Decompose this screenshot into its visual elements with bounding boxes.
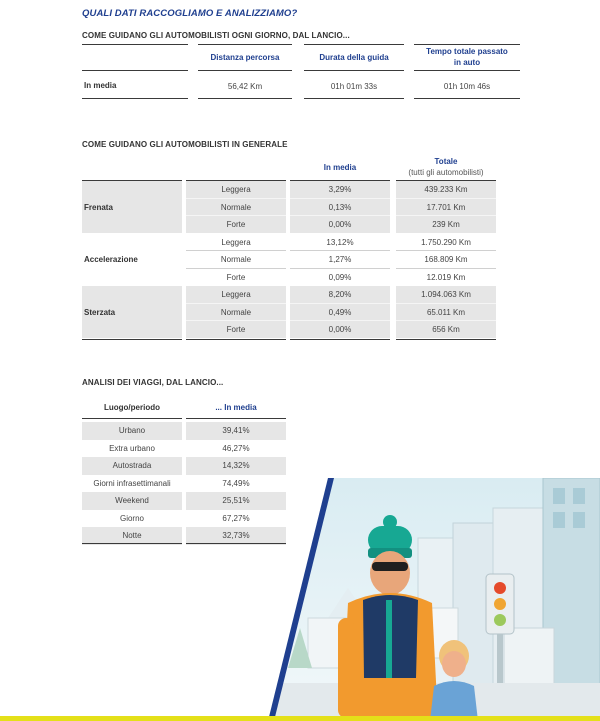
group-label-frenata: Frenata xyxy=(84,203,113,212)
level-cell: Normale xyxy=(220,203,252,212)
daily-bottom-rule xyxy=(82,98,188,99)
totale-cell: 65.011 Km xyxy=(426,308,466,317)
trips-place-cell: Giorni infrasettimanali xyxy=(93,478,171,488)
trips-media-cell: 74,49% xyxy=(222,478,250,488)
row-separator xyxy=(290,250,390,251)
trips-place-cell: Giorno xyxy=(119,513,144,523)
daily-mid-rule xyxy=(414,70,520,71)
trips-media-cell: 14,32% xyxy=(222,461,250,470)
general-header-totale xyxy=(396,156,496,178)
trips-section-title: ANALISI DEI VIAGGI, DAL LANCIO... xyxy=(82,378,224,387)
trips-media-cell: 67,27% xyxy=(222,513,250,523)
level-cell: Normale xyxy=(220,308,252,317)
daily-value-total-time: 01h 10m 46s xyxy=(443,82,491,91)
row-separator xyxy=(186,215,286,216)
general-header-media: In media xyxy=(323,163,357,172)
totale-cell: 439.233 Km xyxy=(424,185,468,194)
trips-place-cell: Autostrada xyxy=(112,461,152,470)
media-cell: 8,20% xyxy=(328,290,352,299)
level-cell: Leggera xyxy=(221,185,251,194)
totale-cell: 1.750.290 Km xyxy=(421,238,471,247)
row-separator xyxy=(186,320,286,321)
daily-top-rule xyxy=(82,44,188,45)
trips-media-cell: 39,41% xyxy=(222,426,250,435)
trips-media-cell: 46,27% xyxy=(222,443,250,453)
row-separator xyxy=(396,303,496,304)
trips-place-cell: Urbano xyxy=(118,426,146,435)
row-separator xyxy=(186,268,286,269)
media-cell: 3,29% xyxy=(328,185,352,194)
daily-mid-rule xyxy=(82,70,188,71)
media-cell: 1,27% xyxy=(328,255,352,264)
daily-header-total-time-line1: Tempo totale passato xyxy=(426,47,508,56)
totale-cell: 239 Km xyxy=(432,220,460,229)
daily-mid-rule xyxy=(198,70,292,71)
daily-bottom-rule xyxy=(304,98,404,99)
trips-top-rule xyxy=(82,418,182,419)
trips-header-media: ... In media xyxy=(215,403,257,412)
daily-header-distance: Distanza percorsa xyxy=(210,53,280,62)
media-cell: 0,09% xyxy=(328,273,352,282)
daily-bottom-rule xyxy=(414,98,520,99)
row-separator xyxy=(186,250,286,251)
level-cell: Forte xyxy=(226,273,246,282)
media-cell: 0,49% xyxy=(328,308,352,317)
daily-top-rule xyxy=(414,44,520,45)
level-cell: Leggera xyxy=(221,290,251,299)
row-separator xyxy=(290,320,390,321)
row-separator xyxy=(290,215,390,216)
row-separator xyxy=(290,303,390,304)
row-separator xyxy=(290,268,390,269)
city-illustration xyxy=(268,478,600,721)
trips-header-place: Luogo/periodo xyxy=(104,403,160,412)
general-header-totale-label: Totale xyxy=(434,157,458,166)
level-cell: Forte xyxy=(226,325,246,334)
media-cell: 0,13% xyxy=(328,203,352,212)
daily-top-rule xyxy=(198,44,292,45)
general-bottom-rule xyxy=(290,339,390,340)
page-heading: QUALI DATI RACCOGLIAMO E ANALIZZIAMO? xyxy=(82,8,298,19)
totale-cell: 656 Km xyxy=(432,325,460,334)
daily-section-title: COME GUIDANO GLI AUTOMOBILISTI OGNI GIORNO, DAL LANCIO... xyxy=(82,31,350,40)
media-cell: 0,00% xyxy=(328,325,352,334)
level-cell: Forte xyxy=(226,220,246,229)
level-cell: Leggera xyxy=(221,238,251,247)
daily-top-rule xyxy=(304,44,404,45)
daily-header-total-time xyxy=(414,46,520,68)
daily-value-duration: 01h 01m 33s xyxy=(330,82,378,91)
row-separator xyxy=(186,303,286,304)
row-separator xyxy=(396,250,496,251)
general-section-title: COME GUIDANO GLI AUTOMOBILISTI IN GENERALE xyxy=(82,140,288,149)
row-separator xyxy=(396,198,496,199)
trips-place-cell: Weekend xyxy=(115,496,149,505)
row-separator xyxy=(396,215,496,216)
trips-place-cell: Extra urbano xyxy=(109,443,155,453)
row-separator xyxy=(186,198,286,199)
media-cell: 0,00% xyxy=(328,220,352,229)
trips-top-rule xyxy=(186,418,286,419)
row-separator xyxy=(396,320,496,321)
totale-cell: 12.019 Km xyxy=(426,273,466,282)
trips-bottom-rule xyxy=(82,543,182,544)
daily-value-distance: 56,42 Km xyxy=(227,82,263,91)
daily-bottom-rule xyxy=(198,98,292,99)
bottom-accent-bar xyxy=(0,716,600,721)
totale-cell: 17.701 Km xyxy=(426,203,466,212)
trips-media-cell: 32,73% xyxy=(222,531,250,540)
group-label-sterzata: Sterzata xyxy=(84,308,116,317)
general-bottom-rule xyxy=(396,339,496,340)
general-bottom-rule xyxy=(82,339,182,340)
daily-row-label: In media xyxy=(84,81,117,90)
daily-mid-rule xyxy=(304,70,404,71)
group-label-accelerazione: Accelerazione xyxy=(84,255,138,264)
daily-header-total-time-line2: in auto xyxy=(453,58,481,67)
trips-media-cell: 25,51% xyxy=(222,496,250,505)
general-bottom-rule xyxy=(186,339,286,340)
general-header-totale-sub: (tutti gli automobilisti) xyxy=(408,168,484,177)
city-illustration-svg xyxy=(268,478,600,721)
trips-place-cell: Notte xyxy=(122,531,142,540)
totale-cell: 1.094.063 Km xyxy=(421,290,471,299)
totale-cell: 168.809 Km xyxy=(424,255,468,264)
daily-header-duration: Durata della guida xyxy=(319,53,389,62)
media-cell: 13,12% xyxy=(326,238,354,247)
row-separator xyxy=(396,268,496,269)
level-cell: Normale xyxy=(220,255,252,264)
row-separator xyxy=(290,198,390,199)
